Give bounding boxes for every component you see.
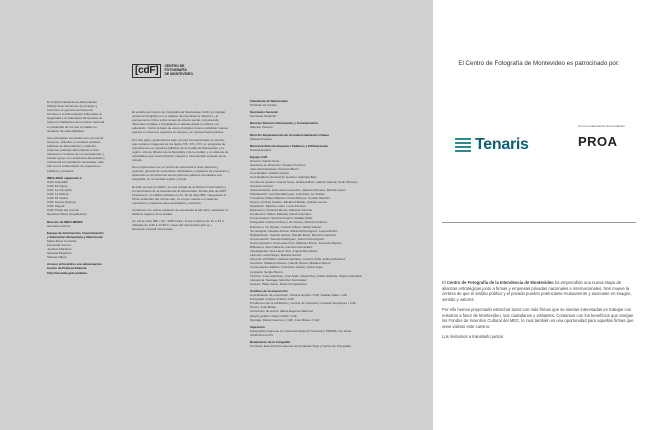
unit-members — [47, 239, 105, 259]
director-label: Director de INDA-MIDES — [47, 219, 83, 224]
list-item: Documentación: Ana Laura Cirio, Mauricio Bruno, Facundo Ramos — [250, 240, 342, 245]
role-title: Directora División Espacios Públicos y Edificaciones — [250, 143, 329, 148]
director-name: Gonzalo Lecheni — [47, 223, 71, 228]
cdf-logo-text — [164, 65, 192, 77]
cdf-logo — [132, 64, 230, 78]
list-item: CAIF Mi Casita — [47, 196, 68, 201]
list-item: Fotografía: Andrés Cribari / CdF — [250, 297, 294, 302]
list-item: Textos: Inda-Mides — [250, 305, 276, 310]
list-item: Fotografía: Andrés Cribari, Luis Alonso, Ricardo Antúnez — [250, 220, 328, 225]
role-title: Intendente de Montevideo — [250, 99, 289, 103]
list-item: Conservación Edificio: Francisco Lardón, Fiona Frigo — [250, 265, 323, 270]
list-item: Producción de la exhibición y control de impresión: Gustavo Rodríguez / CdF — [250, 301, 356, 306]
role-name: Fernando Nopitsch — [250, 114, 277, 119]
list-item: Producción: Mauro Martella, David González — [250, 212, 312, 217]
proa-logo — [578, 125, 638, 149]
agency-heading: Acceso al Incentivo a la alimentación Centro de Primera Infancia — [47, 262, 102, 271]
list-item: Mediación: Martha Lopes, Lucía Peruzzo — [250, 204, 307, 209]
production-text: Comisión Especial Permanente de la Ciudad Vieja y Centro de Fotografía — [250, 344, 351, 349]
list-item: Administración: Ana Laura Cosentino, Marcelo Moreira, Martha Lopes — [250, 187, 346, 192]
list-item: Conservación: Sandra Rodríguez, Jazmín Domínguez — [250, 236, 325, 241]
list-item: Técnica: Jose Arambury, Juan Melo, Daniel Rey, Pablo Andrade, Miguel Giordano — [250, 273, 363, 278]
production-heading: Realización de la fotografía — [250, 339, 291, 344]
list-item: Tecnologías: Claudio Arrieta, Martina Domínguez, Luana Muñoz — [250, 228, 338, 233]
list-item: CAIF La Molina — [47, 191, 69, 196]
tenaris-name: Tenaris — [475, 136, 529, 153]
role-block — [250, 144, 368, 152]
logo-line: FOTOGRAFÍA — [164, 68, 187, 73]
list-item: Montaje: Daniel Guerrero / CdF, José Ribero / CdF — [250, 317, 320, 322]
tenaris-logo — [455, 136, 529, 154]
closing-rest: ha emprendido una nueva etapa de alianzas estratégicas junto a firmas y empresas privadas nacionales e internacionales. Nos mueve la certeza de que el ámbito público y el privado pueden potenciarse mutuamente y asociarse en imagen, sentido y valores. — [442, 280, 632, 302]
list-item: Planificación: Gonzalo Barruque, Lola Díaz, Ivo Duhau — [250, 191, 325, 196]
closing-lead: El — [442, 280, 447, 285]
cdf-full-name: Centro de Fotografía de la Intendencia de Montevideo — [446, 280, 554, 285]
right-page — [433, 0, 645, 430]
proa-name: PROA — [578, 133, 618, 149]
list-item: Jefa Administrativa: Verónica Berrio — [250, 167, 299, 172]
role-title: Director Departamento de Acondicionamiento Urbano — [250, 132, 330, 137]
list-item: María Rosa Curuchet — [47, 238, 77, 243]
collab-note: Con la colaboración de Fundación — [578, 124, 625, 128]
list-item: CAIF Nueva Quincey — [47, 200, 77, 205]
list-item: Comunicación: Victoria Ismach, Natalia Vitale — [250, 216, 313, 221]
list-item: CAIF Zagoal — [47, 204, 65, 209]
column-cdf — [132, 64, 230, 234]
list-item: Coordinadora General de Gestión: Gabriela Belo — [250, 175, 317, 180]
cdf-address: Av. 18 de Julio 885 • Tel.: 1950 1219 • lunes a viernes de 10 a 19 h, sábados de 9:30 a 14:30 h • www.cdf.montevideo.gub.uy • facebook.com/cdf.montevideo — [132, 219, 225, 232]
inda-paragraph-1: El Instituto Nacional de Alimentación (INDA) tiene funciones de proteger y promover el ejercicio del Derecho Humano a la Alimentación Adecuada, la Seguridad y la Soberanía Alimentaria de todos los habitantes del territorio nacional, en particular de los que se hallan en situación de vulnerabilidad. — [47, 100, 105, 133]
cdf-paragraph-2: Por otra parte, gestionamos bajo normas internacionales un acervo que contiene imágenes de los siglos XIX, XX y XXI, un programa de exposiciones en espacios públicos de la ciudad de Montevideo y la región, otro de difusión de la fotografía y de la ciudad, y un sistema de actividades que busca difundir, integrar e intercambiar a través de la mirada. — [132, 137, 229, 163]
list-item: Acceso: Pablo Favio, Dario Compodonico — [250, 281, 308, 286]
credits-list — [250, 293, 368, 322]
list-item: Atención al Público: Adriana Santana, Luciano Ávila, Andrea Martínez — [250, 257, 346, 262]
role-block — [250, 133, 368, 141]
list-item: CAIF La Campiña — [47, 187, 72, 192]
agency-url: http://sai.inda.gub.uy/datos — [47, 270, 88, 275]
team-heading: INDA-INAU siguiendo a: — [47, 175, 83, 180]
list-item: Digitalización: Gabriel García, Nicolás Bedó, Mauricio Cardozo — [250, 232, 336, 237]
role-name: Patricia Roland — [250, 147, 271, 152]
staff-heading: Equipo CdF — [250, 154, 268, 159]
column-credits — [250, 99, 368, 348]
list-item: Investigación: Ana Laura Cirio, Angela Bermúdez — [250, 249, 318, 254]
logo-line: DE MONTEVIDEO — [164, 71, 193, 76]
closing-paragraph-2: Por ello hemos proyectado estrechar lazos con más firmas que se sientan interesadas en trabajar con nosotros a favor de Montevideo, sus ciudadanos y visitantes. Contamos con los beneficios que otorgan los Fondos de Incentivo Cultural del MEC, lo cual también es una oportunidad para aquellas firmas que vean valioso este camino. — [442, 307, 634, 329]
team-list — [47, 180, 105, 217]
logo-line: CENTRO DE — [164, 64, 185, 69]
role-block — [250, 110, 368, 118]
list-item: CAIF Arachalla — [47, 179, 68, 184]
role-block — [250, 121, 368, 129]
list-item: Nuestros Niños (Arquitectos) — [47, 212, 87, 217]
role-name: Marcelo Visconti — [250, 125, 273, 130]
printing-text: Fotografías impresas en Impresora Epson® SureColor P20000, con tintas UltraChrome Pro — [250, 328, 352, 337]
unit-heading: Equipo de Información, Comunicación y Educación Alimentaria y Nutricional — [47, 230, 104, 239]
list-item: Director: Daniel Sosa — [250, 159, 280, 164]
role-name: Silvana Pissano — [250, 136, 273, 141]
sponsor-intro: El Centro de Fotografía de Montevideo es patrocinado por: — [458, 60, 620, 67]
divider — [442, 222, 636, 223]
role-block — [250, 99, 368, 107]
printing-heading: Impresión — [250, 324, 265, 329]
role-name: Christian Di Candia — [250, 103, 277, 108]
list-item: Limpieza: Sergio Rivero — [250, 269, 283, 274]
closing-paragraph-3: Los invitamos a transitarlo juntos. — [442, 334, 505, 339]
list-item: Curaduría: Rubén Bianchi, Pedro Barrios, Cecilia Ordoñez — [250, 195, 330, 200]
tenaris-bars-icon — [455, 138, 471, 152]
staff-list — [250, 159, 368, 286]
closing-text — [442, 280, 636, 345]
closing-paragraph-1 — [442, 280, 636, 302]
role-title: Secretario General — [250, 110, 278, 115]
list-item: Ediciones: Ivo Duhau, Andrés Cribari, Nadia Tedesri — [250, 224, 322, 229]
list-item: Diseño gráfico: Diego Vidart / CdF — [250, 313, 297, 318]
list-item: Biblioteca: Julio Cabrera, Carolina Fernández — [250, 245, 313, 249]
cdf-paragraph-3: Nos proponemos ser un centro de referencia a nivel nacional y regional, generando contenidos, actividades y espacios de encuentro y desarrollo en los diversos temas para los públicos vinculados a la fotografía, en un sentido amplio y plural. — [132, 165, 230, 182]
list-item: Librería: Lucía Negro, Mariela García — [250, 253, 302, 258]
list-item: Coordinación de exposición: Victoria Ismach / CdF, Natalia Vitale / CdF — [250, 293, 348, 298]
list-item: Fernanda Gómez — [47, 243, 72, 247]
role-title: Director División Información y Comunicación — [250, 121, 319, 126]
list-item: CAIF Prado del Carrión — [47, 208, 80, 213]
list-item: CAIF El Cojote — [47, 183, 68, 188]
list-item: Coordinador: Gabriel García — [250, 171, 289, 176]
cdf-paragraph-4: El CdF se crea en 2002 y es una unidad de la División Información y Comunicación de la Intendencia de Montevideo. Desde julio de 2015 funciona en un edificio ubicado en Av. 18 de Julio 885, inaugurado el 25 de setiembre del mismo año, en el que cuenta con salas de exposición y espacios para actividades y servicios. — [132, 184, 227, 205]
credits-heading: Créditos de la exposición — [250, 288, 288, 293]
list-item: Silvana Villera — [47, 255, 67, 260]
list-item: Corrección de textos: María Eugenia Martínez — [250, 309, 314, 314]
list-item: Comité de Gestión: Daniel Sosa, Gabriela Belo, Gabriel García, Pedro Barrios, Susana Centeno — [250, 179, 358, 188]
cdf-logo-mark: [cdF] — [132, 64, 161, 78]
list-item: Josefina Martínez — [47, 247, 72, 252]
column-inda — [47, 100, 105, 275]
list-item: Servicios: Mariana Chaves, Camilo Rivera, Mariana Rivero — [250, 261, 331, 266]
list-item: Acervo: Andrés Cuadro, Elizabeth Baltar, Gabriel Lemos — [250, 199, 328, 204]
inda-paragraph-2: Sus principales cometidos son: promover acciones, articular y coordinar políticas públicas de alimentación y nutrición, proponer políticas alimentarias a nivel nacional en materia de su competencia, y brindar apoyo con asistencia alimentaria y nutricional a la población vulnerable; todo ello con la colaboración de organismos públicos y privados. — [47, 135, 105, 173]
cdf-paragraph-5: Contamos con varios espacios de exposición al aire libre, ubicados en distintos lugares de la ciudad. — [132, 207, 229, 217]
cdf-paragraph-1: El sentido del Centro de Fotografía de Montevideo (CdF) es trabajar desde la fotografía con el objetivo de incentivar la reflexión y el pensamiento crítico sobre temas de interés social, proponiendo diferentes miradas e impulsando el debate desde la cultura y la educación. Sobre la base de estos principios busca multiplicar nuevos aportes en diversos espacios en tiempo y en perspectivas plurales. — [132, 110, 229, 135]
list-item: Educación: Verónica Berrio, Mariana Carreño — [250, 208, 313, 213]
list-item: Asistencia: Santiago Sánchez Fernández — [250, 277, 307, 282]
list-item: Sylvana Mojaman — [47, 251, 72, 256]
list-item: Asistente de Dirección: Susana Centeno — [250, 163, 306, 168]
